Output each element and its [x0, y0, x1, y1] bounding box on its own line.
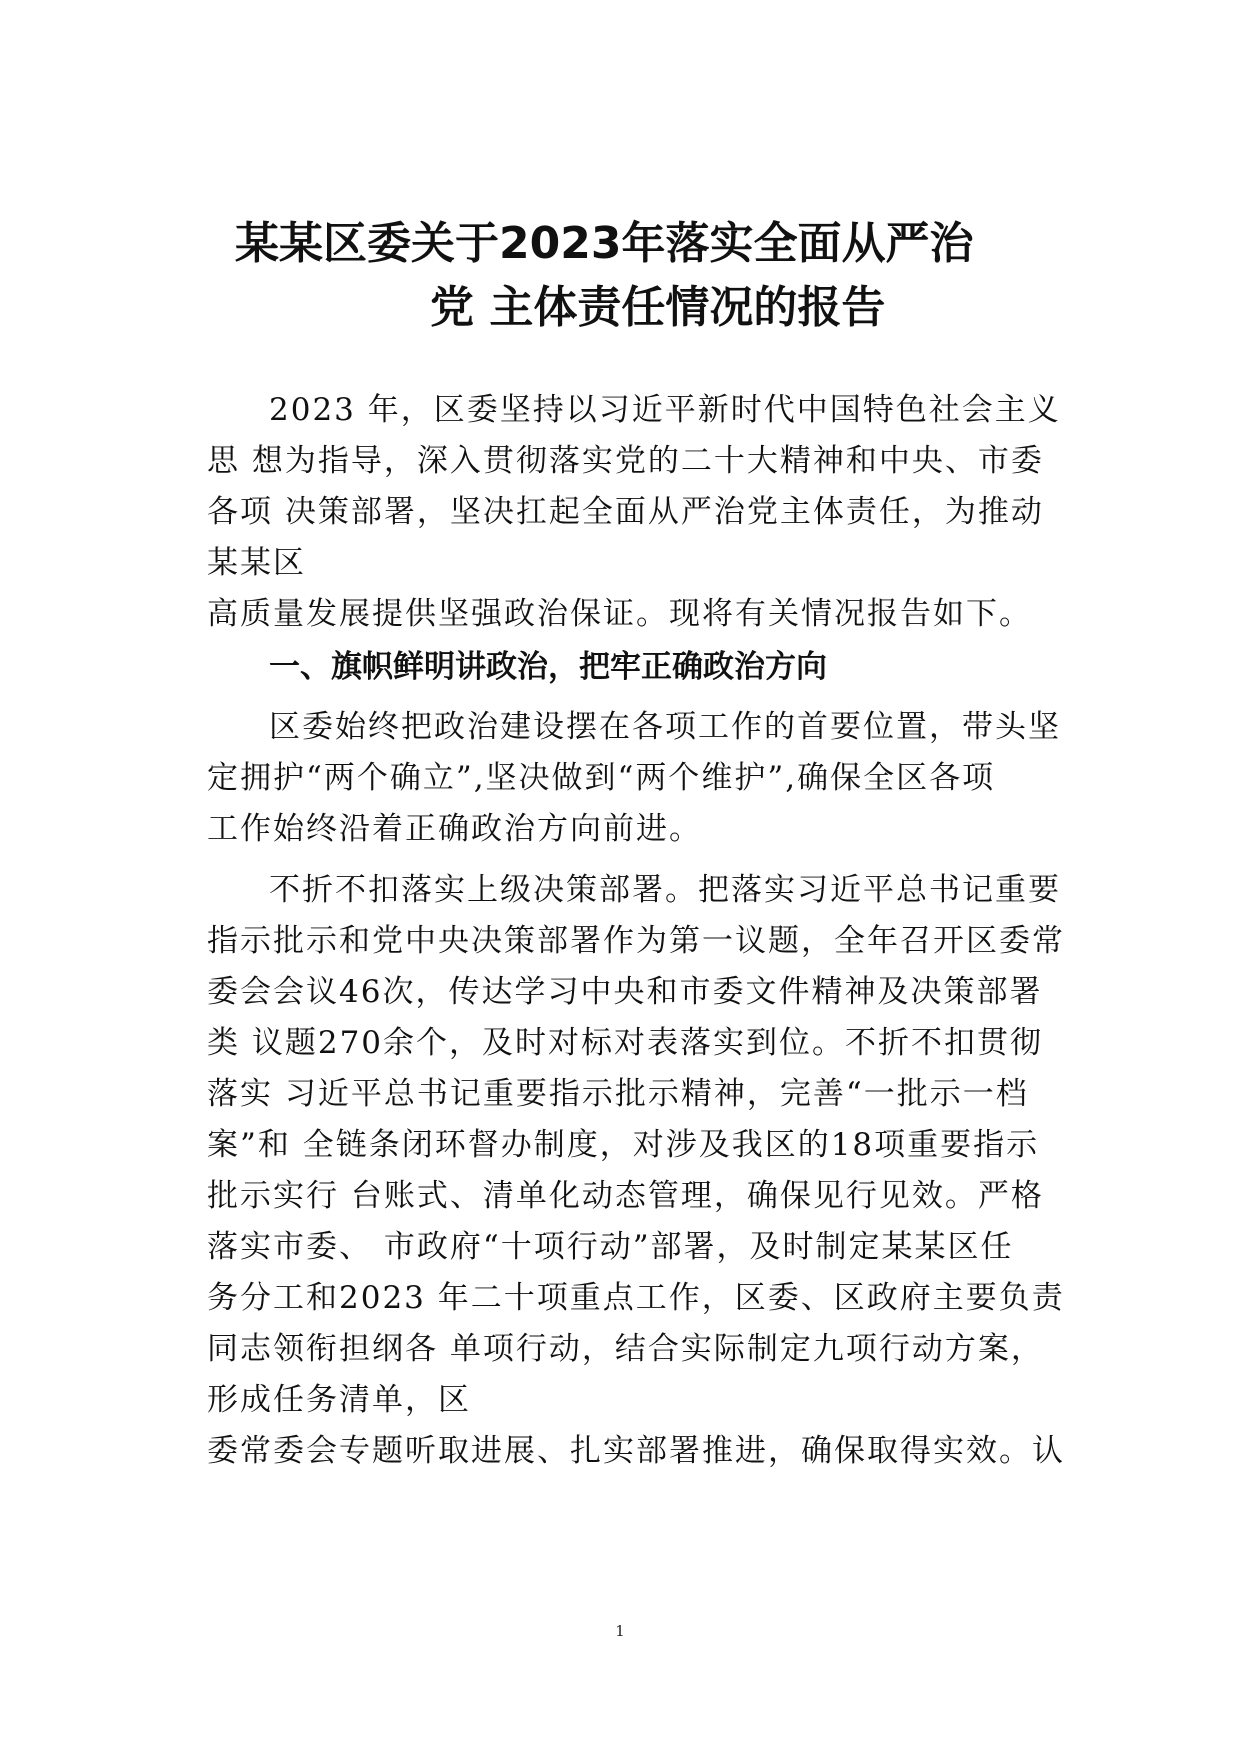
text-line: 不折不扣落实上级决策部署。把落实习近平总书记重要: [269, 872, 1061, 908]
text-line: 批示实行 台账式、清单化动态管理，确保见行见效。严格: [207, 1178, 1044, 1214]
text-line: 案”和 全链条闭环督办制度，对涉及我区的18项重要指示: [207, 1127, 1040, 1163]
text-line: 同志领衔担纲各 单项行动，结合实际制定九项行动方案，: [207, 1331, 1044, 1367]
text-line: 工作始终沿着正确政治方向前进。: [207, 811, 702, 847]
text-line: 思 想为指导，深入贯彻落实党的二十大精神和中央、市委: [207, 443, 1044, 479]
text-line: 委会会议46次，传达学习中央和市委文件精神及决策部署: [207, 974, 1043, 1010]
title-line-1: 某某区委关于2023年落实全面从严治: [235, 218, 974, 269]
text-line: 务分工和2023 年二十项重点工作，区委、区政府主要负责: [207, 1280, 1065, 1316]
intro-paragraph: [207, 385, 1077, 640]
text-line: 某某区: [207, 545, 306, 581]
section-paragraph-2: [207, 865, 1077, 1477]
text-line: 定拥护“两个确立”,坚决做到“两个维护”,确保全区各项: [207, 760, 996, 796]
text-line: 高质量发展提供坚强政治保证。现将有关情况报告如下。: [207, 596, 1032, 632]
text-line: 落实市委、 市政府“十项行动”部署，及时制定某某区任: [207, 1229, 1014, 1265]
text-line: 类 议题270余个，及时对标对表落实到位。不折不扣贯彻: [207, 1025, 1044, 1061]
title-line-2: 党 主体责任情况的报告: [430, 282, 886, 333]
text-line: 形成任务清单，区: [207, 1382, 471, 1418]
text-line: 落实 习近平总书记重要指示批示精神，完善“一批示一档: [207, 1076, 1029, 1112]
text-line: 指示批示和党中央决策部署作为第一议题，全年召开区委常: [207, 923, 1065, 959]
text-line: 2023 年，区委坚持以习近平新时代中国特色社会主义: [269, 392, 1061, 428]
text-line: 委常委会专题听取进展、扎实部署推进，确保取得实效。认: [207, 1433, 1065, 1469]
text-line: 各项 决策部署，坚决扛起全面从严治党主体责任，为推动: [207, 494, 1044, 530]
section-heading: 一、旗帜鲜明讲政治，把牢正确政治方向: [269, 649, 827, 685]
document-body: [207, 385, 1077, 1477]
document-title: [150, 212, 1090, 340]
text-line: 区委始终把政治建设摆在各项工作的首要位置，带头坚: [269, 709, 1061, 745]
page-number: 1: [615, 1622, 625, 1640]
section-paragraph-1: [207, 702, 1077, 855]
